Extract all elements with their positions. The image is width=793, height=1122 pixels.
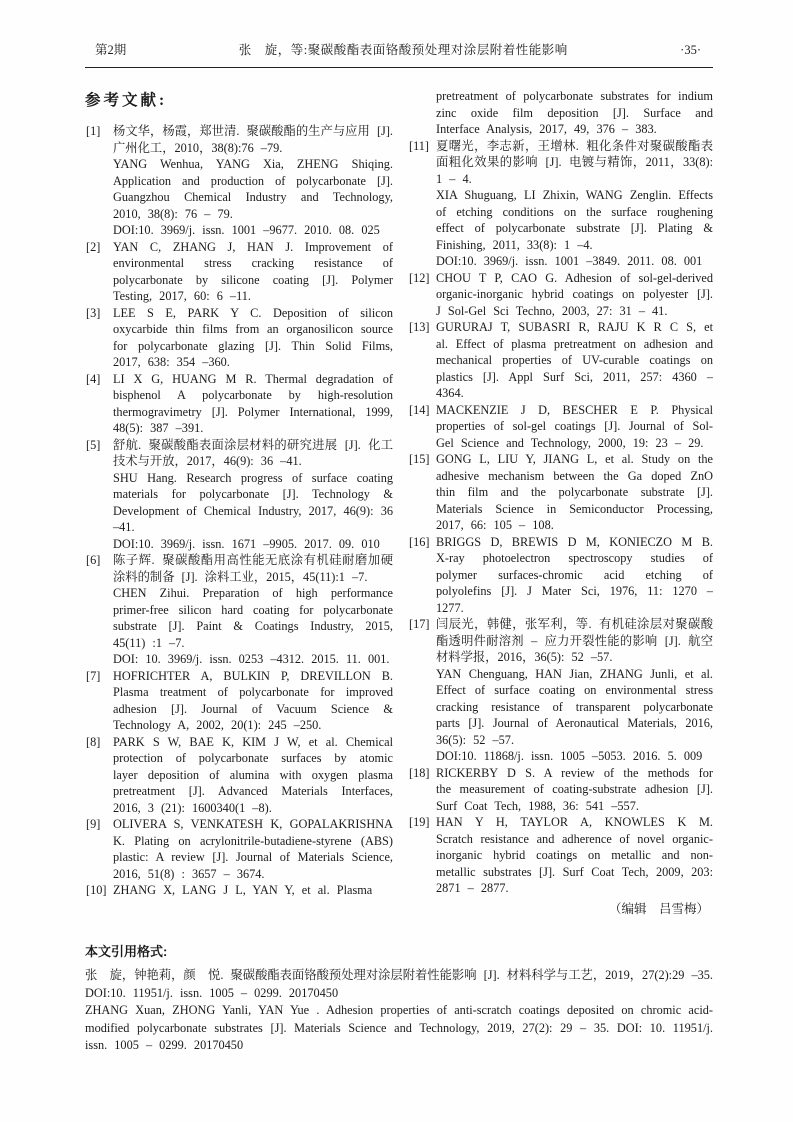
reference-item (85, 816, 393, 882)
reference-item (408, 138, 713, 270)
reference-text: pretreatment of polycarbonate substrates for indium zinc oxide film deposition [J]. Surface and Interface Analysis, 2017, 49, 376 – 383. (436, 89, 713, 136)
reference-text: SHU Hang. Research progress of surface coating materials for polycarbonate [J]. Technology & Development of Chemical Industry, 2017, 46(9): 36 –41. (113, 470, 393, 534)
reference-number: [8] (86, 734, 101, 749)
running-title: 张 旋，等:聚碳酸酯表面铬酸预处理对涂层附着性能影响 (238, 43, 568, 57)
reference-text: 陈子辉. 聚碳酸酯用高性能无底涂有机硅耐磨加硬涂料的制备 [J]. 涂料工业，2015，45(11):1 –7. (113, 553, 393, 584)
citation-heading: 本文引用格式: (85, 944, 168, 959)
reference-item (85, 552, 393, 668)
reference-text: DOI:10. 3969/j. issn. 1001 –9677. 2010. 08. 025 (113, 223, 380, 237)
reference-item (85, 371, 393, 437)
reference-item (408, 814, 713, 897)
references-heading: 参考文献: (85, 92, 168, 109)
reference-text: OLIVERA S, VENKATESH K, GOPALAKRISHNA K. Plating on acrylonitrile-butadiene-styrene (ABS) plastic: A review [J]. Journal of Materials Science, 2016, 51(8) : 3657 – 3674. (113, 817, 393, 881)
reference-number: [14] (409, 402, 430, 417)
reference-item (408, 88, 713, 138)
reference-columns (85, 88, 713, 939)
reference-text: CHEN Zihui. Preparation of high performance primer-free silicon hard coating for polycarbonate substrate [J]. Paint & Coatings Industry, 2015, 45(11) :1 –7. (113, 586, 393, 650)
reference-text: 杨文华，杨霞，郑世清. 聚碳酸酯的生产与应用 [J]. 广州化工，2010，38(8):76 –79. (113, 124, 393, 155)
reference-item (408, 765, 713, 815)
reference-item (85, 882, 393, 899)
reference-item (408, 451, 713, 534)
reference-item (408, 534, 713, 617)
reference-number: [2] (86, 239, 101, 254)
reference-text: YANG Wenhua, YANG Xia, ZHENG Shiqing. Application and production of polycarbonate [J]. Guangzhou Chemical Industry and Technology, 2010, 38(8): 76 – 79. (113, 157, 393, 221)
reference-text: YAN Chenguang, HAN Jian, ZHANG Junli, et al. Effect of surface coating on environmental stress cracking resistance of transparent polycarbonate parts [J]. Journal of Aeronautical Materials, 2016, 36(5): 52 –57. (436, 666, 713, 747)
reference-text: DOI:10. 11868/j. issn. 1005 –5053. 2016. 5. 009 (436, 749, 703, 763)
reference-item (408, 319, 713, 402)
reference-text: RICKERBY D S. A review of the methods for the measurement of coating-substrate adhesion [J]. Surf Coat Tech, 1988, 36: 541 –557. (436, 765, 713, 813)
citation-english: ZHANG Xuan, ZHONG Yanli, YAN Yue . Adhesion properties of anti-scratch coatings deposited on chromic acid-modified polycarbonate substrates [J]. Materials Science and Technology, 2019, 27(2): 29 – 35. DOI: 10. 11951/j. issn. 1005 – 0299. 20170450 (85, 1003, 713, 1052)
citation-chinese: 张 旋，钟艳莉，颜 悦. 聚碳酸酯表面铬酸预处理对涂层附着性能影响 [J]. 材料科学与工艺，2019，27(2):29 –35. DOI:10. 11951/j. issn. 1005 – 0299. 20170450 (85, 968, 713, 1000)
reference-text: LEE S E, PARK Y C. Deposition of silicon oxycarbide thin films from an organosilicon source for polycarbonate glazing [J]. Thin Solid Films, 2017, 638: 354 –360. (113, 305, 393, 369)
reference-number: [12] (409, 270, 430, 285)
reference-text: GURURAJ T, SUBASRI R, RAJU K R C S, et al. Effect of plasma pretreatment on adhesion and mechanical properties of UV-curable coatings on plastics [J]. Appl Surf Sci, 2011, 257: 4360 –4364. (436, 320, 713, 400)
reference-text: DOI:10. 3969/j. issn. 1671 –9905. 2017. 09. 010 (113, 536, 380, 551)
reference-number: [11] (409, 138, 430, 153)
page-header (85, 40, 713, 68)
reference-item (85, 123, 393, 239)
reference-text: DOI:10. 3969/j. issn. 1001 –3849. 2011. 08. 001 (436, 254, 703, 268)
page-number: ·35· (680, 43, 701, 57)
reference-number: [10] (86, 883, 107, 897)
left-column (85, 88, 393, 899)
reference-text: 夏曙光，李志新，王增林. 粗化条件对聚碳酸酯表面粗化效果的影响 [J]. 电镀与精饰，2011，33(8): 1 – 4. (436, 138, 713, 186)
reference-item (85, 305, 393, 371)
reference-number: [7] (86, 668, 101, 683)
reference-number: [13] (409, 320, 430, 334)
citation-block (85, 941, 713, 1055)
reference-number: [4] (86, 371, 101, 386)
issue-label: 第2期 (95, 43, 127, 57)
reference-number: [5] (86, 437, 101, 452)
reference-number: [1] (86, 124, 101, 138)
references-list-left (85, 123, 393, 899)
reference-text: GONG L, LIU Y, JIANG L, et al. Study on the adhesive mechanism between the Ga doped ZnO thin film and the polycarbonate substrate [J]. Materials Science in Semiconductor Processing, 2017, 66: 105 – 108. (436, 452, 713, 532)
reference-item (408, 270, 713, 320)
reference-number: [9] (86, 817, 101, 831)
reference-text: XIA Shuguang, LI Zhixin, WANG Zenglin. Effects of etching conditions on the surface roughening effect of polycarbonate substrate [J]. Plating & Finishing, 2011, 33(8): 1 –4. (436, 188, 713, 252)
reference-item (85, 734, 393, 817)
reference-number: [3] (86, 305, 101, 320)
reference-text: 舒航. 聚碳酸酯表面涂层材料的研究进展 [J]. 化工技术与开放，2017，46(9): 36 –41. (113, 437, 393, 468)
reference-number: [6] (86, 553, 101, 567)
reference-text: HAN Y H, TAYLOR A, KNOWLES K M. Scratch resistance and adherence of novel organic-inorganic hybrid coatings on metallic and non-metallic substrates [J]. Surf Coat Tech, 2009, 203: 2871 – 2877. (436, 815, 713, 895)
reference-text: LI X G, HUANG M R. Thermal degradation of bisphenol A polycarbonate by high-resolution thermogravimetry [J]. Polymer International, 1999, 48(5): 387 –391. (113, 371, 393, 435)
reference-text: DOI: 10. 3969/j. issn. 0253 –4312. 2015. 11. 001. (113, 652, 390, 666)
reference-number: [17] (409, 617, 430, 631)
reference-number: [18] (409, 765, 430, 780)
reference-text: HOFRICHTER A, BULKIN P, DREVILLON B. Plasma treatment of polycarbonate for improved adhesion [J]. Journal of Vacuum Science & Technology A, 2002, 20(1): 245 –250. (113, 668, 393, 732)
reference-text: MACKENZIE J D, BESCHER E P. Physical properties of sol-gel coatings [J]. Journal of Sol-Gel Science and Technology, 2000, 19: 23 – 29. (436, 402, 713, 450)
reference-number: [16] (409, 534, 430, 549)
reference-text: YAN C, ZHANG J, HAN J. Improvement of environmental stress cracking resistance of polycarbonate by silicone coating [J]. Polymer Testing, 2017, 60: 6 –11. (113, 239, 393, 303)
reference-text: 闫辰光，韩健，张军利，等. 有机硅涂层对聚碳酸酯透明件耐溶剂 – 应力开裂性能的影响 [J]. 航空材料学报，2016，36(5): 52 –57. (436, 617, 713, 664)
reference-text: PARK S W, BAE K, KIM J W, et al. Chemical protection of polycarbonate surfaces by atomic layer deposition of alumina with oxygen plasma pretreatment [J]. Advanced Materials Interfaces, 2016, 3 (21): 1600340(1 –8). (113, 734, 393, 815)
reference-item (85, 668, 393, 734)
reference-item (408, 616, 713, 765)
reference-item (85, 437, 393, 553)
reference-item (408, 402, 713, 452)
reference-text: BRIGGS D, BREWIS D M, KONIECZO M B. X-ray photoelectron spectroscopy studies of polymer surfaces-chromic acid etching of polyolefins [J]. J Mater Sci, 1976, 11: 1270 – 1277. (436, 534, 713, 615)
references-list-right (408, 88, 713, 897)
reference-text: CHOU T P, CAO G. Adhesion of sol-gel-derived organic-inorganic hybrid coatings on polyester [J]. J Sol-Gel Sci Techno, 2003, 27: 31 – 41. (436, 270, 713, 318)
reference-text: ZHANG X, LANG J L, YAN Y, et al. Plasma (113, 883, 373, 897)
reference-number: [15] (409, 452, 430, 466)
right-column (408, 88, 713, 917)
editor-note: （编辑 吕雪梅） (608, 901, 709, 916)
reference-number: [19] (409, 815, 430, 829)
reference-item (85, 239, 393, 305)
